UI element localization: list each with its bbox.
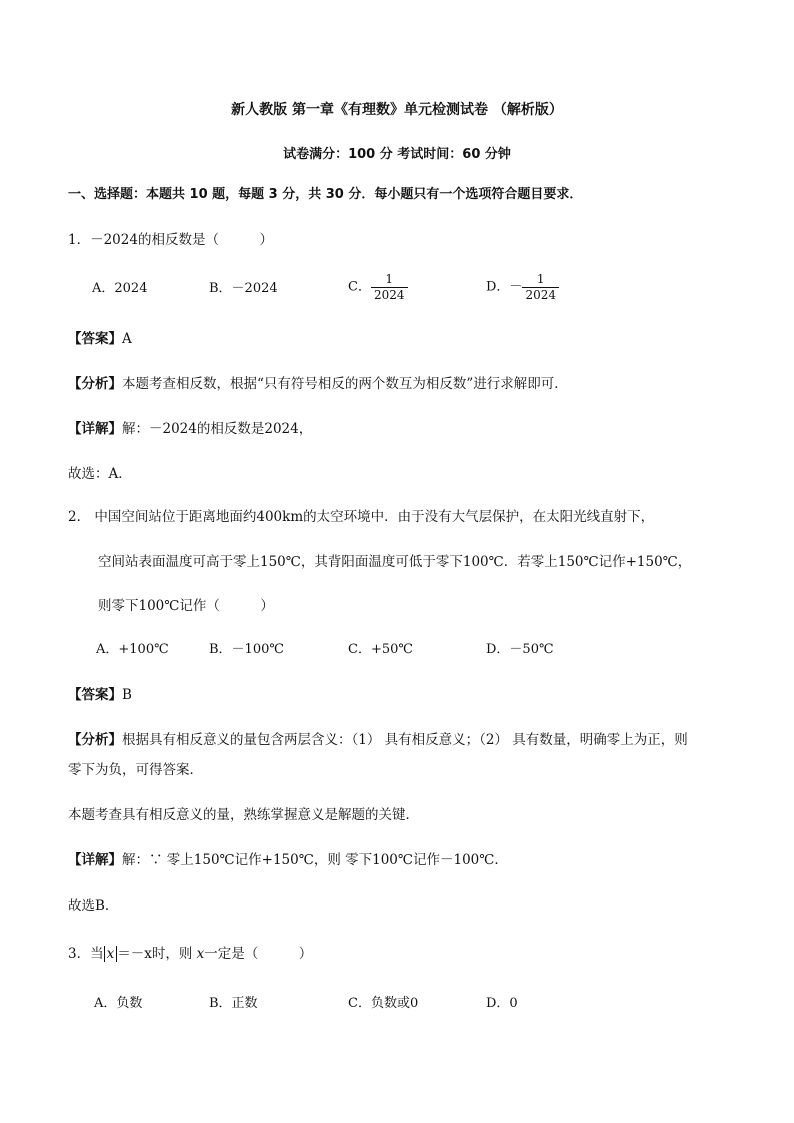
variable-x: x (196, 946, 205, 962)
question-2-stem-line-3: 则零下100℃记作（ ） (98, 598, 274, 614)
q1-choice: 故选：A． (68, 466, 132, 482)
detail-text: 解：∵ 零上150℃记作+150℃，则 零下100℃记作－100℃． (122, 852, 508, 868)
q2-option-d: D．－50℃ (486, 642, 554, 657)
q3-option-b: B．正数 (209, 996, 258, 1011)
q1-option-b: B．－2024 (209, 281, 278, 296)
analysis-tag: 【分析】 (68, 732, 122, 748)
q3-option-d: D．0 (486, 996, 518, 1011)
fraction-numerator: 1 (371, 272, 408, 288)
exam-info: 试卷满分：100 分 考试时间：60 分钟 (283, 147, 511, 162)
q3-stem-suffix: 一定是（ ） (204, 946, 313, 962)
detail-text: 解：－2024的相反数是2024， (122, 421, 313, 437)
variable-x: x (106, 946, 115, 962)
q3-stem-prefix: 3．当 (68, 946, 104, 962)
absolute-value (104, 946, 118, 962)
fraction-denominator: 2024 (373, 288, 405, 302)
answer-tag: 【答案】 (68, 687, 122, 703)
answer-tag: 【答案】 (68, 331, 122, 347)
q1-option-c-label: C． (348, 279, 371, 295)
question-2-stem-line-2: 空间站表面温度可高于零上150℃，其背阳面温度可低于零下100℃．若零上150℃记作+150℃， (98, 554, 692, 570)
q3-stem-equation: ＝－x时，则 (117, 946, 193, 962)
section-heading: 一、选择题：本题共 10 题，每题 3 分，共 30 分．每小题只有一个选项符合题目要求． (68, 187, 583, 202)
analysis-text: 本题考查相反数，根据“只有符号相反的两个数互为相反数”进行求解即可． (122, 376, 568, 392)
detail-tag: 【详解】 (68, 852, 122, 868)
q2-option-a: A．+100℃ (96, 642, 169, 657)
q1-answer (68, 330, 132, 348)
detail-tag: 【详解】 (68, 421, 122, 437)
q1-option-d-label: D．－ (486, 279, 523, 295)
q2-answer (68, 686, 132, 704)
fraction-numerator: 1 (522, 272, 559, 288)
q3-option-c: C．负数或0 (348, 996, 419, 1011)
q1-detail (68, 420, 312, 438)
q1-option-d (486, 272, 559, 303)
question-2-stem-line-1: 2． 中国空间站位于距离地面约400km的太空环境中．由于没有大气层保护，在太阳光线直射下， (68, 509, 655, 525)
analysis-tag: 【分析】 (68, 376, 122, 392)
q1-option-c (348, 272, 408, 303)
question-3-stem (68, 945, 312, 963)
q3-option-a: A．负数 (94, 996, 143, 1011)
q1-option-c-fraction (371, 272, 408, 303)
answer-value: A (122, 331, 132, 347)
answer-value: B (122, 687, 132, 703)
q2-detail (68, 851, 508, 869)
question-1-stem: 1．－2024的相反数是（ ） (68, 232, 273, 248)
q1-analysis (68, 375, 568, 393)
q1-option-d-fraction (522, 272, 559, 303)
q2-analysis-line-2: 零下为负，可得答案． (68, 762, 203, 778)
q1-option-a: A．2024 (92, 281, 148, 296)
fraction-denominator: 2024 (525, 288, 556, 302)
q2-note: 本题考查具有相反意义的量，熟练掌握意义是解题的关键． (68, 807, 419, 823)
q2-option-b: B．－100℃ (209, 642, 284, 657)
analysis-text: 根据具有相反意义的量包含两层含义：（1） 具有相反意义；（2） 具有数量，明确零上为正，则 (122, 732, 688, 748)
page-title: 新人教版 第一章《有理数》单元检测试卷 （解析版） (231, 102, 563, 118)
q2-option-c: C．+50℃ (348, 642, 413, 657)
q2-analysis-line-1 (68, 731, 688, 749)
q2-choice: 故选B． (68, 898, 119, 914)
